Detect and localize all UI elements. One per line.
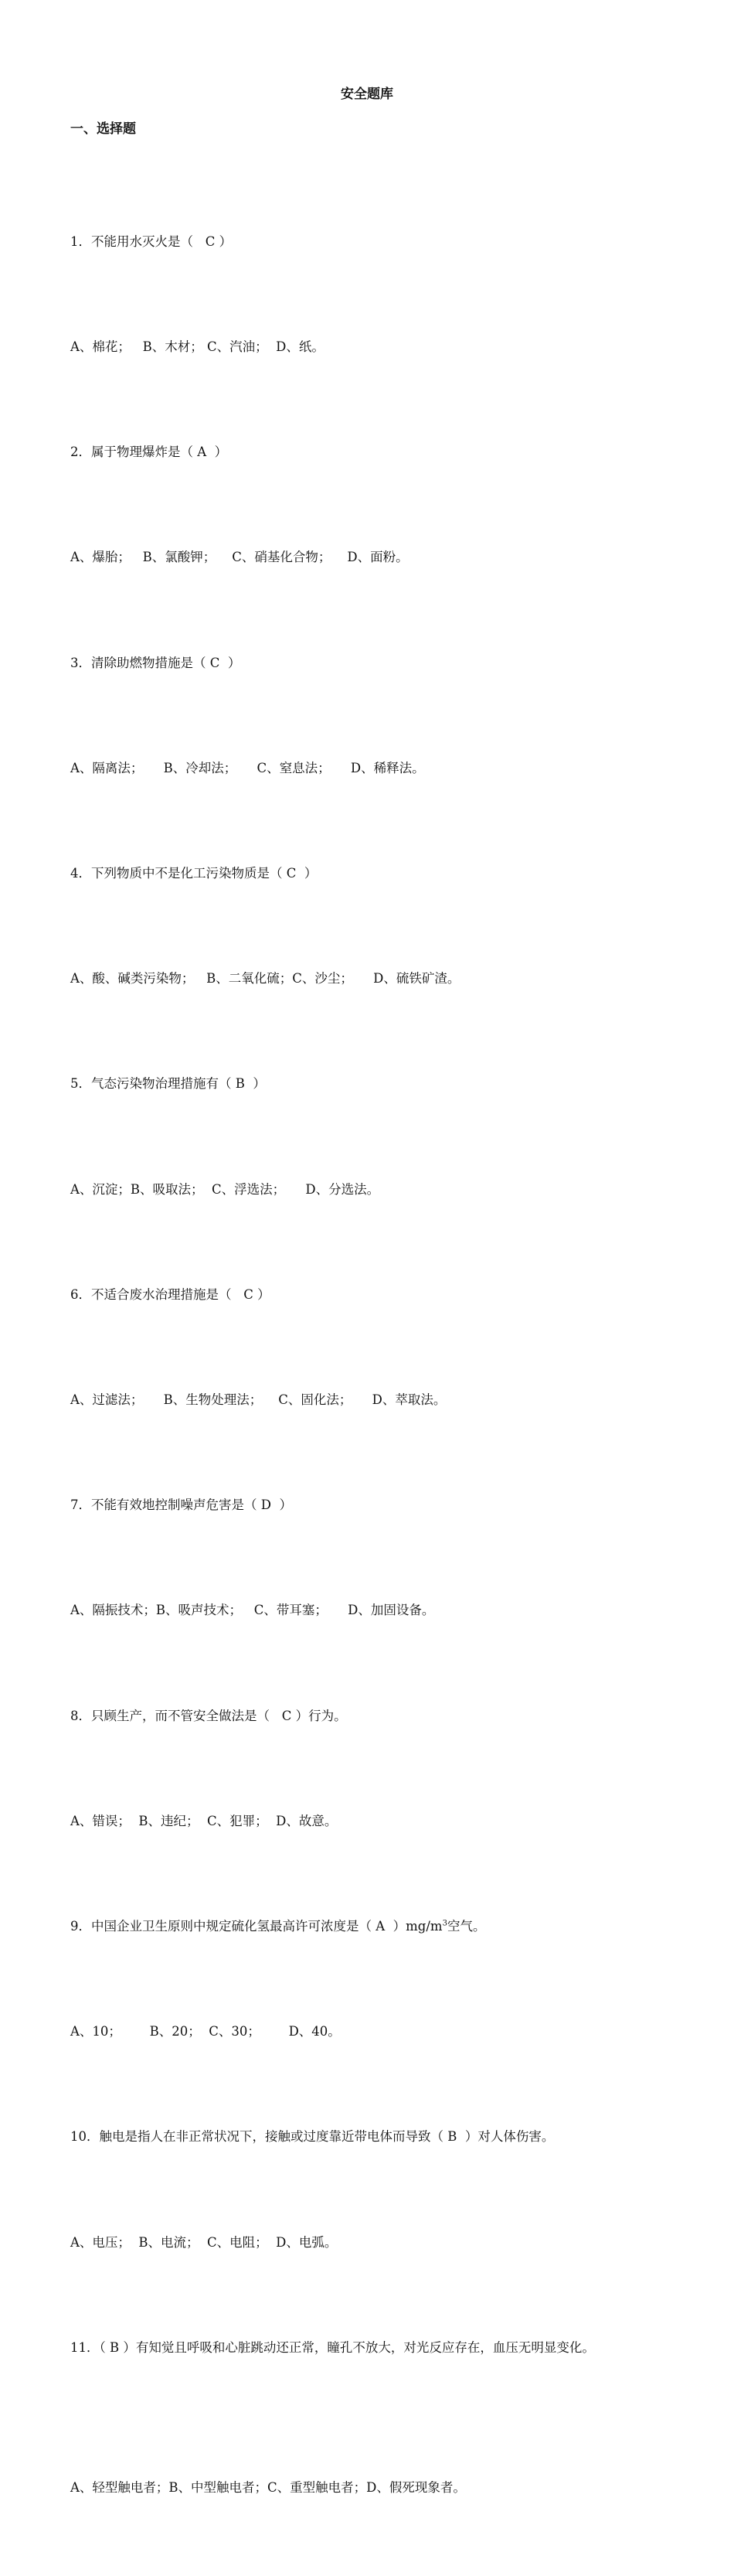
question-9-superscript: 3 <box>442 1919 447 1928</box>
question-11: 11．（ B ）有知觉且呼吸和心脏跳动还正常，瞳孔不放大，对光反应存在，血压无明显变化。 <box>70 2339 595 2355</box>
question-2: 2．属于物理爆炸是（ A ） <box>70 445 228 460</box>
options-5: A、沉淀；B、吸取法； C、浮选法； D、分选法。 <box>70 1181 380 1197</box>
question-8: 8．只顾生产，而不管安全做法是（ C ）行为。 <box>70 1708 347 1723</box>
question-9 <box>70 1909 673 1944</box>
options-8: A、错误； B、违纪； C、犯罪； D、故意。 <box>70 1813 338 1828</box>
options-9: A、10； B、20； C、30； D、40。 <box>70 2024 341 2039</box>
question-5: 5．气态污染物治理措施有（ B ） <box>70 1076 266 1092</box>
options-1: A、棉花； B、木材； C、汽油； D、纸。 <box>70 339 325 355</box>
options-4: A、酸、碱类污染物； B、二氧化硫；C、沙尘； D、硫铁矿渣。 <box>70 971 460 986</box>
question-4: 4．下列物质中不是化工污染物质是（ C ） <box>70 866 318 881</box>
options-11: A、轻型触电者；B、中型触电者；C、重型触电者；D、假死现象者。 <box>70 2480 466 2496</box>
question-7: 7．不能有效地控制噪声危害是（ D ） <box>70 1498 292 1513</box>
document-title: 安全题库 <box>341 87 393 102</box>
section-heading: 一、选择题 <box>70 121 136 137</box>
options-2: A、爆胎； B、氯酸钾； C、硝基化合物； D、面粉。 <box>70 550 409 565</box>
options-7: A、隔振技术；B、吸声技术； C、带耳塞； D、加固设备。 <box>70 1603 435 1618</box>
question-9-text: 9．中国企业卫生原则中规定硫化氢最高许可浓度是（ A ）mg/m <box>70 1919 443 1934</box>
question-3: 3．清除助燃物措施是（ C ） <box>70 655 241 670</box>
question-1: 1．不能用水灭火是（ C ） <box>70 233 233 249</box>
question-10: 10．触电是指人在非正常状况下，接触或过度靠近带电体而导致（ B ）对人体伤害。 <box>70 2129 555 2145</box>
question-9-suffix: 空气。 <box>447 1919 486 1934</box>
question-list <box>70 154 673 2576</box>
options-6: A、过滤法； B、生物处理法； C、固化法； D、萃取法。 <box>70 1392 447 1408</box>
options-10: A、电压； B、电流； C、电阻； D、电弧。 <box>70 2234 338 2250</box>
question-6: 6．不适合废水治理措施是（ C ） <box>70 1286 270 1302</box>
options-3: A、隔离法； B、冷却法； C、窒息法； D、稀释法。 <box>70 760 425 775</box>
